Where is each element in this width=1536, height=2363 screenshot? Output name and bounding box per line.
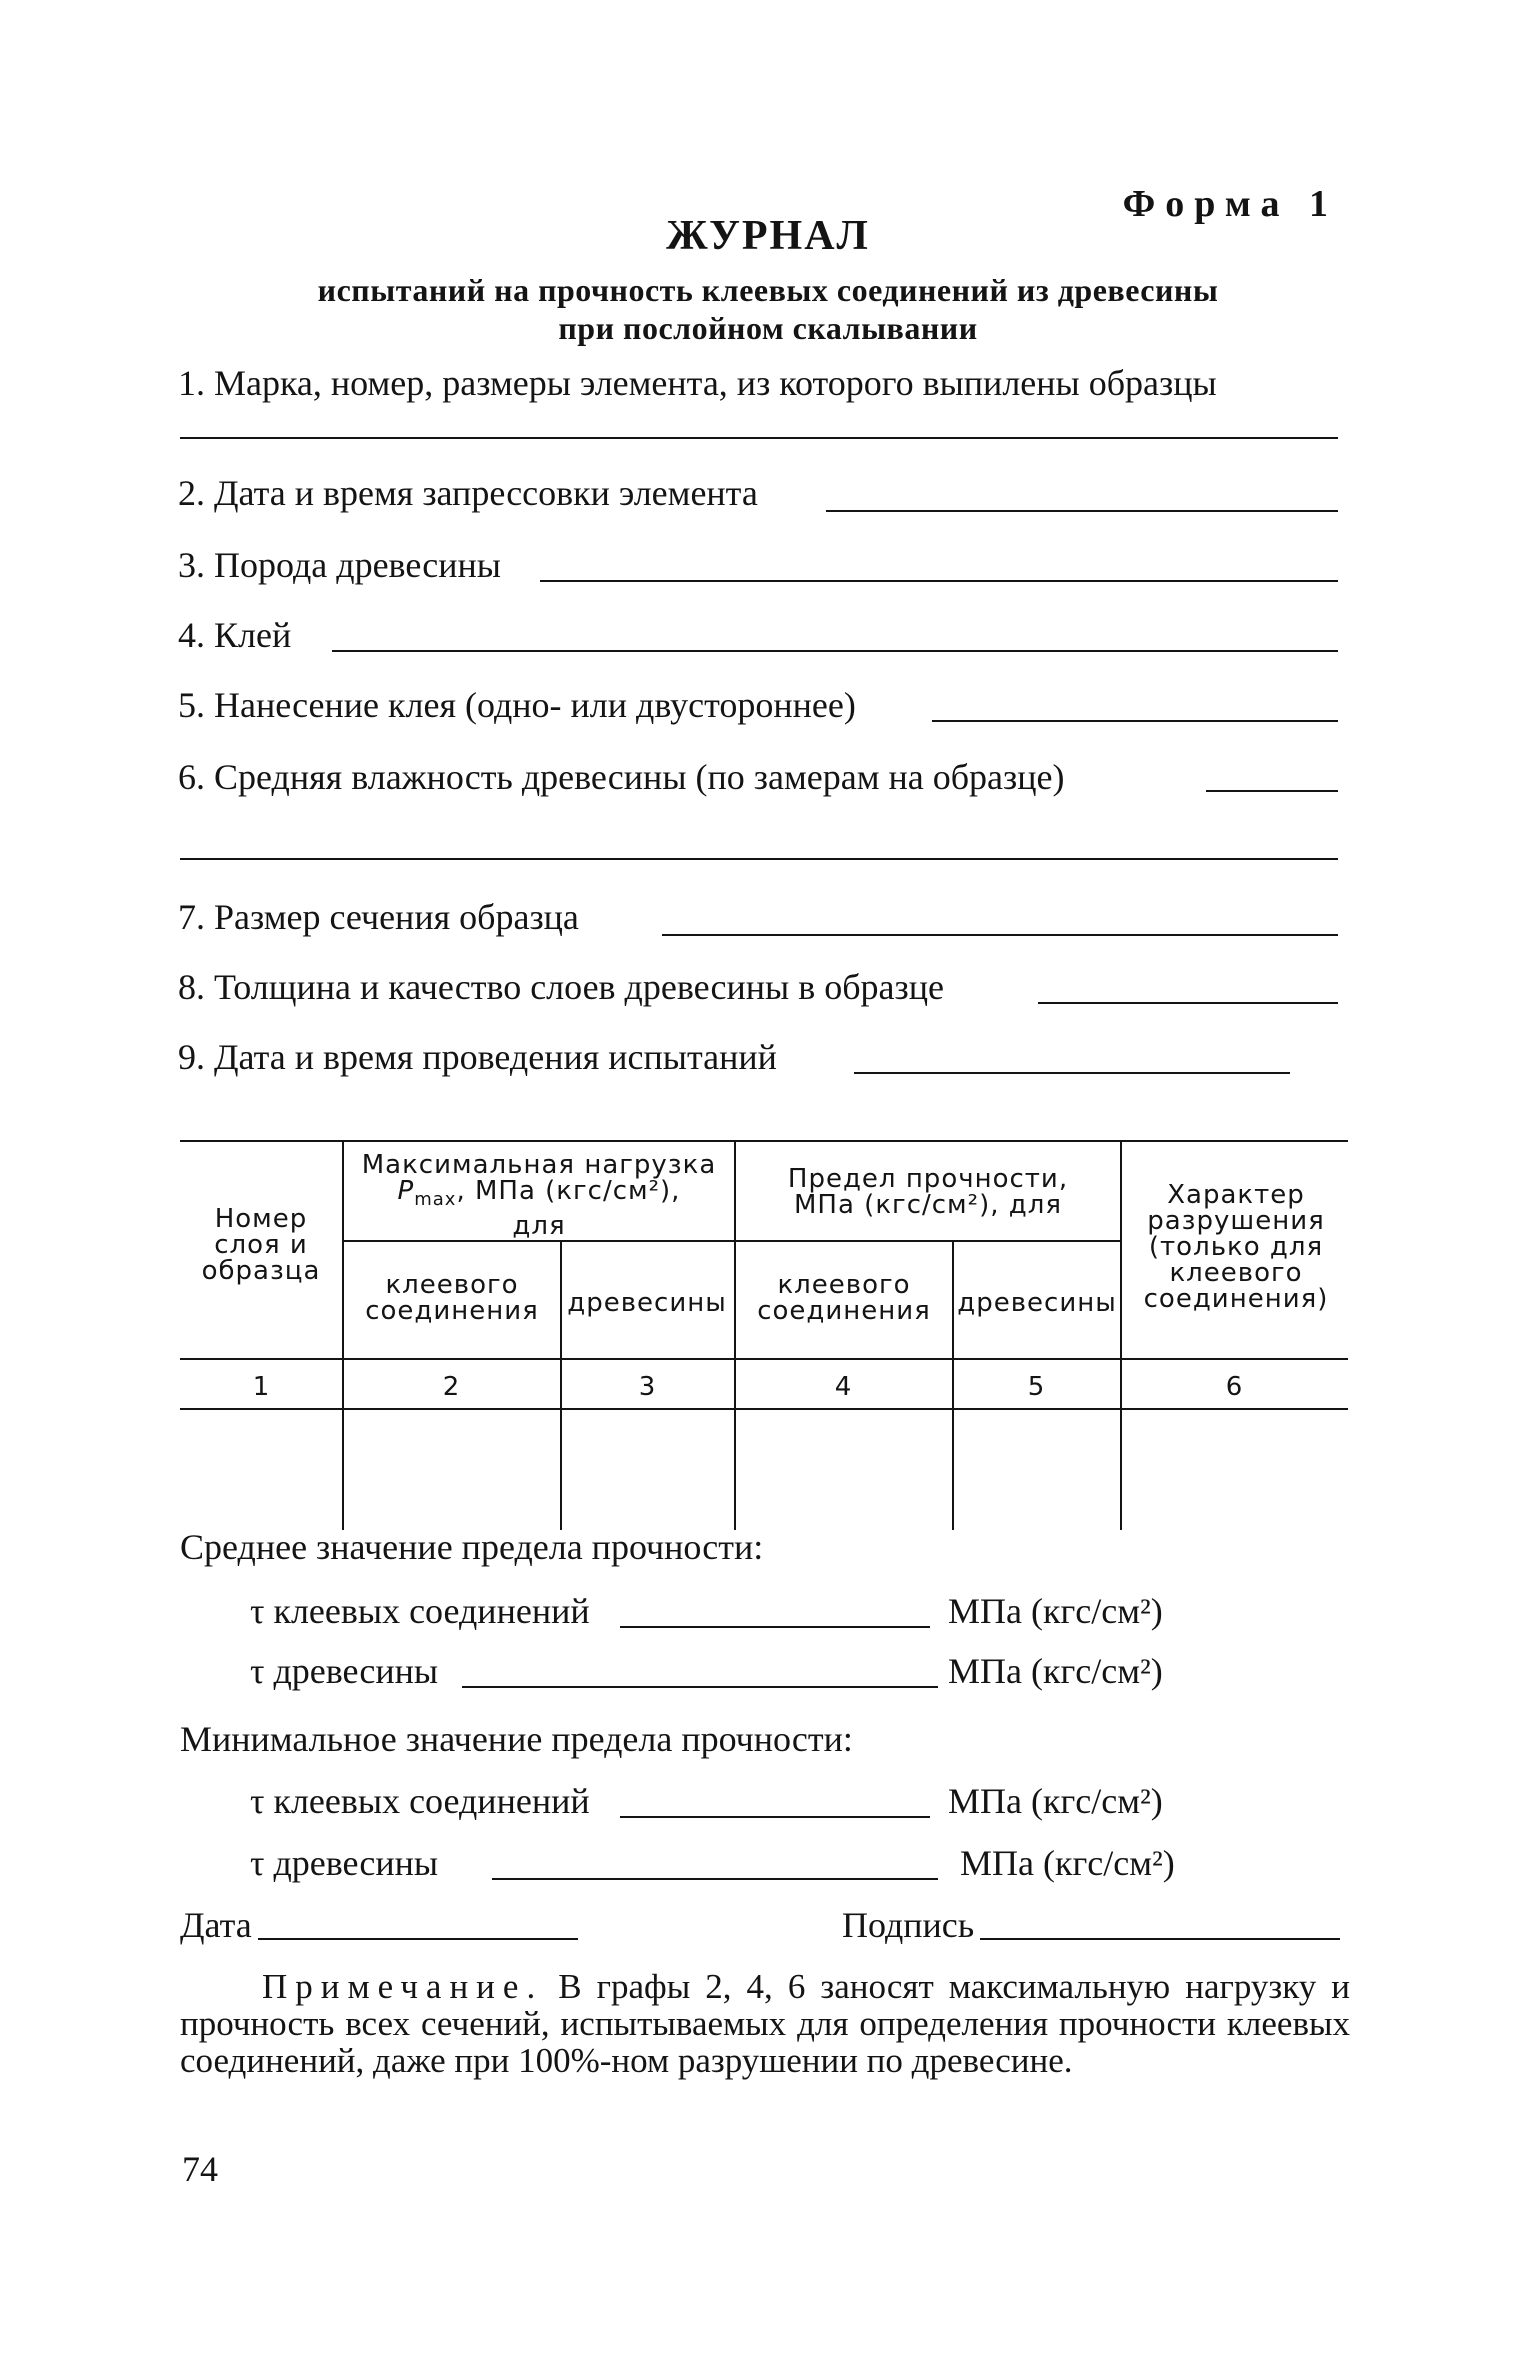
col-header-strength-wood: древесины: [957, 1288, 1117, 1318]
note-paragraph: [180, 1968, 1350, 2079]
min-tau-wood-unit: МПа (кгс/см²): [960, 1843, 1175, 1883]
min-tau-wood-field[interactable]: [492, 1878, 938, 1880]
note-text: В графы 2, 4, 6 заносят максимальную нагрузку и прочность всех сечений, испытываемых для определения прочности клеевых соединений, даже при 100%-ном разрушении по древесине.: [180, 1967, 1350, 2080]
col-header-failure-type: Характер разрушения (только для клеевого соединения): [1143, 1180, 1329, 1314]
min-tau-glue-unit: МПа (кгс/см²): [948, 1781, 1163, 1821]
avg-tau-glue-label: τ клеевых соединений: [250, 1591, 590, 1631]
item-2-pressing-date: 2. Дата и время запрессовки элемента: [178, 473, 758, 513]
avg-tau-wood-field[interactable]: [462, 1686, 938, 1688]
col-header-load-wood: древесины: [567, 1288, 727, 1318]
avg-tau-wood-label: τ древесины: [250, 1651, 439, 1691]
col-group-header-max-load: Максимальная нагрузка $P_{max}$, МПа (кгс/см²), для: [361, 1150, 717, 1242]
min-strength-heading: Минимальное значение предела прочности:: [180, 1719, 853, 1759]
signature-label: Подпись: [842, 1905, 975, 1945]
item-3-fill-line[interactable]: [540, 580, 1338, 582]
item-8-layer-thickness: 8. Толщина и качество слоев древесины в образце: [178, 967, 944, 1007]
avg-tau-glue-unit: МПа (кгс/см²): [948, 1591, 1163, 1631]
item-7-fill-line[interactable]: [662, 934, 1338, 936]
subtitle-line-1: испытаний на прочность клеевых соединений из древесины: [317, 272, 1219, 308]
item-4-glue: 4. Клей: [178, 615, 292, 655]
date-label: Дата: [180, 1905, 252, 1945]
col-number: 3: [638, 1372, 656, 1402]
min-tau-wood-label: τ древесины: [250, 1843, 439, 1883]
item-9-fill-line[interactable]: [854, 1072, 1290, 1074]
avg-strength-heading: Среднее значение предела прочности:: [180, 1527, 764, 1567]
item-1-element-grade: 1. Марка, номер, размеры элемента, из которого выпилены образцы: [178, 363, 1217, 403]
form-label: Форма 1: [1122, 183, 1338, 225]
col-number: 4: [834, 1372, 852, 1402]
col-number: 1: [252, 1372, 270, 1402]
table-header-bottom-rule: [180, 1408, 1348, 1410]
item-6-fill-line[interactable]: [1206, 790, 1338, 792]
col-number: 2: [442, 1372, 460, 1402]
signature-field[interactable]: [980, 1938, 1340, 1940]
item-5-fill-line[interactable]: [932, 720, 1338, 722]
item-7-section-size: 7. Размер сечения образца: [178, 897, 579, 937]
avg-tau-wood-unit: МПа (кгс/см²): [948, 1651, 1163, 1691]
item-6-fill-line-2[interactable]: [180, 858, 1338, 860]
item-6-moisture: 6. Средняя влажность древесины (по замерам на образце): [178, 757, 1065, 797]
item-1-fill-line[interactable]: [180, 437, 1338, 439]
min-tau-glue-field[interactable]: [620, 1816, 930, 1818]
item-2-fill-line[interactable]: [826, 510, 1338, 512]
min-tau-glue-label: τ клеевых соединений: [250, 1781, 590, 1821]
page-number: 74: [182, 2149, 218, 2189]
note-label: Примечание.: [262, 1967, 544, 2006]
col-number: 6: [1225, 1372, 1243, 1402]
item-8-fill-line[interactable]: [1038, 1002, 1338, 1004]
date-field[interactable]: [258, 1938, 578, 1940]
col-header-load-glue: клеевого соединения: [365, 1270, 539, 1326]
item-3-wood-species: 3. Порода древесины: [178, 545, 501, 585]
item-9-test-date: 9. Дата и время проведения испытаний: [178, 1037, 777, 1077]
col-header-strength-glue: клеевого соединения: [757, 1270, 931, 1326]
col-group-header-strength: Предел прочности, МПа (кгс/см²), для: [787, 1164, 1069, 1220]
col-header-layer-number: Номер слоя и образца: [201, 1204, 321, 1286]
item-5-glue-application: 5. Нанесение клея (одно- или двустороннее): [178, 685, 856, 725]
item-4-fill-line[interactable]: [332, 650, 1338, 652]
journal-title: ЖУРНАЛ: [666, 213, 870, 259]
table-top-rule: [180, 1140, 1348, 1142]
avg-tau-glue-field[interactable]: [620, 1626, 930, 1628]
subtitle-line-2: при послойном скалывании: [558, 310, 978, 346]
col-number: 5: [1027, 1372, 1045, 1402]
